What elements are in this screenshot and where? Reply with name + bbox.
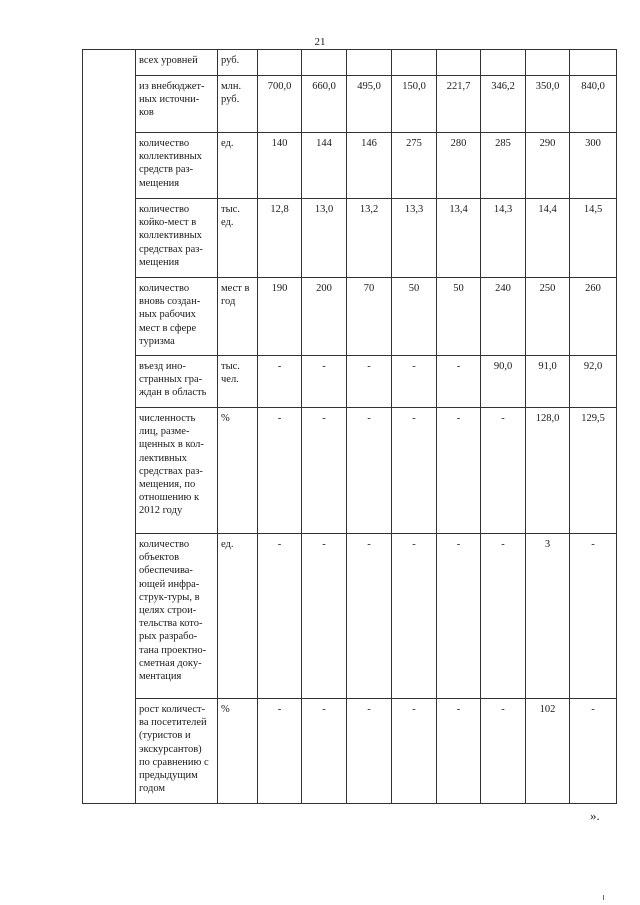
page-number: 21 (314, 36, 326, 48)
value-cell: - (347, 356, 392, 408)
value-cell: 280 (437, 133, 481, 199)
value-cell: - (347, 408, 392, 534)
value-cell: - (258, 356, 302, 408)
value-cell: 290 (526, 133, 570, 199)
row-unit: ед. (218, 133, 258, 199)
value-cell (437, 50, 481, 76)
value-cell: - (258, 534, 302, 699)
value-cell (570, 50, 617, 76)
value-cell (347, 50, 392, 76)
value-cell: 90,0 (481, 356, 526, 408)
value-cell: 260 (570, 278, 617, 356)
value-cell: 50 (392, 278, 437, 356)
value-cell: 13,2 (347, 199, 392, 278)
value-cell: 250 (526, 278, 570, 356)
scan-mark (603, 895, 604, 900)
value-cell: 129,5 (570, 408, 617, 534)
value-cell: - (302, 699, 347, 804)
value-cell: 128,0 (526, 408, 570, 534)
row-label: численность лиц, разме-щенных в кол-лективных средствах раз-мещения, по отношению к 2012 году (136, 408, 218, 534)
row-unit: тыс. чел. (218, 356, 258, 408)
value-cell: - (570, 534, 617, 699)
value-cell: 140 (258, 133, 302, 199)
value-cell: 190 (258, 278, 302, 356)
value-cell (302, 50, 347, 76)
value-cell: - (302, 408, 347, 534)
value-cell: - (392, 699, 437, 804)
value-cell: 13,3 (392, 199, 437, 278)
value-cell: - (347, 534, 392, 699)
value-cell: - (392, 356, 437, 408)
value-cell: 840,0 (570, 76, 617, 133)
value-cell (392, 50, 437, 76)
table-row (83, 356, 617, 408)
value-cell: 70 (347, 278, 392, 356)
closing-quote: ». (590, 808, 600, 823)
table-row (83, 408, 617, 534)
value-cell: 285 (481, 133, 526, 199)
value-cell: - (481, 534, 526, 699)
value-cell: 14,5 (570, 199, 617, 278)
value-cell (526, 50, 570, 76)
row-unit: руб. (218, 50, 258, 76)
value-cell: 13,4 (437, 199, 481, 278)
value-cell: 91,0 (526, 356, 570, 408)
row-label: рост количест-ва посетителей (туристов и экскурсантов) по сравнению с предыдущим годом (136, 699, 218, 804)
value-cell: - (392, 408, 437, 534)
value-cell: 300 (570, 133, 617, 199)
value-cell: - (258, 699, 302, 804)
value-cell: - (437, 534, 481, 699)
value-cell: 660,0 (302, 76, 347, 133)
empty-left-cell (83, 50, 136, 804)
value-cell: - (347, 699, 392, 804)
value-cell: 14,3 (481, 199, 526, 278)
value-cell: - (392, 534, 437, 699)
table-row (83, 534, 617, 699)
row-unit: мест в год (218, 278, 258, 356)
row-unit: % (218, 699, 258, 804)
table-row (83, 76, 617, 133)
row-label: из внебюджет-ных источни-ков (136, 76, 218, 133)
value-cell: 350,0 (526, 76, 570, 133)
value-cell: - (302, 356, 347, 408)
value-cell: - (481, 699, 526, 804)
value-cell: - (437, 408, 481, 534)
value-cell: 275 (392, 133, 437, 199)
indicator-table (82, 49, 617, 804)
value-cell: 3 (526, 534, 570, 699)
value-cell: 14,4 (526, 199, 570, 278)
value-cell: 144 (302, 133, 347, 199)
value-cell: - (481, 408, 526, 534)
value-cell: - (570, 699, 617, 804)
value-cell: 221,7 (437, 76, 481, 133)
value-cell: 146 (347, 133, 392, 199)
value-cell: 12,8 (258, 199, 302, 278)
row-unit: ед. (218, 534, 258, 699)
value-cell (481, 50, 526, 76)
value-cell: 346,2 (481, 76, 526, 133)
value-cell: 240 (481, 278, 526, 356)
row-label: всех уровней (136, 50, 218, 76)
row-label: количество койко-мест в коллективных средствах раз-мещения (136, 199, 218, 278)
row-unit: % (218, 408, 258, 534)
row-label: количество объектов обеспечива-ющей инфра-струк-туры, в целях строи-тельства кото-рых разрабо-тана проектно-сметная доку-ментация (136, 534, 218, 699)
row-label: количество коллективных средств раз-мещения (136, 133, 218, 199)
row-unit: тыс. ед. (218, 199, 258, 278)
value-cell: 700,0 (258, 76, 302, 133)
value-cell: 92,0 (570, 356, 617, 408)
value-cell (258, 50, 302, 76)
value-cell: 150,0 (392, 76, 437, 133)
value-cell: 102 (526, 699, 570, 804)
table-row (83, 133, 617, 199)
table-row (83, 199, 617, 278)
row-label: количество вновь создан-ных рабочих мест в сфере туризма (136, 278, 218, 356)
value-cell: - (437, 356, 481, 408)
value-cell: 200 (302, 278, 347, 356)
value-cell: - (437, 699, 481, 804)
table-row (83, 699, 617, 804)
table-row (83, 50, 617, 76)
table-row (83, 278, 617, 356)
value-cell: 50 (437, 278, 481, 356)
value-cell: 13,0 (302, 199, 347, 278)
value-cell: 495,0 (347, 76, 392, 133)
value-cell: - (302, 534, 347, 699)
row-unit: млн. руб. (218, 76, 258, 133)
value-cell: - (258, 408, 302, 534)
row-label: въезд ино-странных гра-ждан в область (136, 356, 218, 408)
